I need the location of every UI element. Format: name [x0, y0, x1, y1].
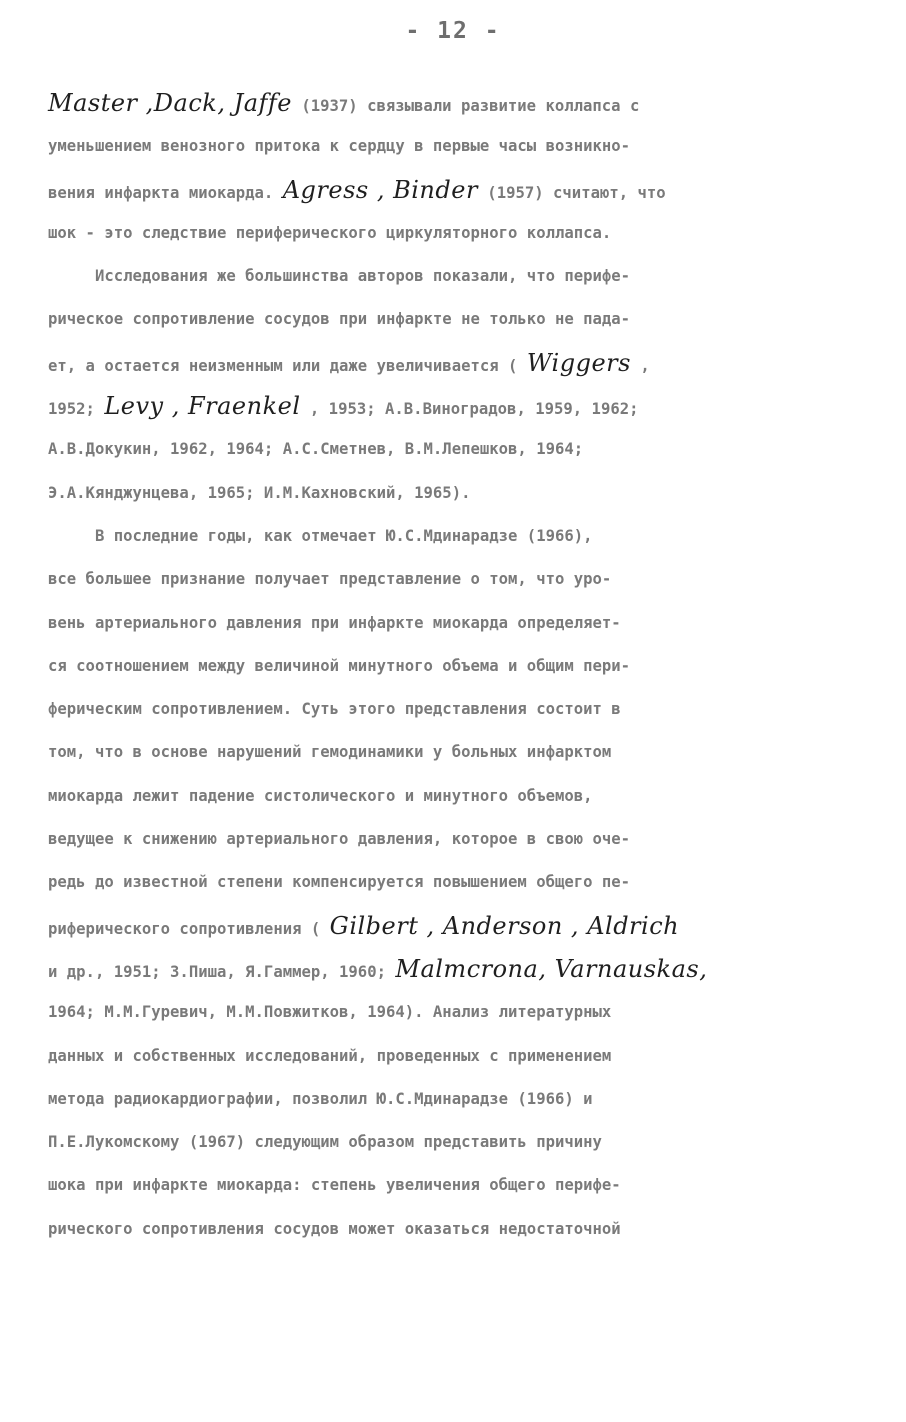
text-line	[48, 861, 848, 904]
handwritten-names: Master ,Dack, Jaffe	[48, 89, 292, 117]
typed-text: ферическим сопротивлением. Суть этого представления состоит в	[48, 700, 621, 719]
handwritten-names: Agress , Binder	[282, 175, 478, 204]
text-line	[48, 342, 848, 385]
page-number: - 12 -	[405, 18, 501, 44]
text-line	[48, 1078, 848, 1121]
text-line	[48, 298, 848, 341]
typed-text: (1937) связывали развитие коллапса с	[291, 97, 640, 115]
text-line	[48, 515, 848, 558]
handwritten-names: Levy , Fraenkel	[104, 392, 301, 421]
text-line	[48, 775, 848, 818]
typed-text: шока при инфаркте миокарда: степень увеличения общего перифе-	[48, 1176, 621, 1195]
typed-text: В последние годы, как отмечает Ю.С.Мдинарадзе (1966),	[48, 526, 593, 545]
typed-text: метода радиокардиографии, позволил Ю.С.Мдинарадзе (1966) и	[48, 1089, 593, 1108]
typed-text: ся соотношением между величиной минутного объема и общим пери-	[48, 656, 631, 675]
typed-text: риферического сопротивления (	[48, 919, 330, 938]
text-line	[48, 169, 848, 212]
typed-text: 1964; М.М.Гуревич, М.М.Повжитков, 1964). Анализ литературных	[48, 1003, 612, 1022]
typed-text: ,	[630, 356, 650, 375]
text-line	[48, 645, 848, 688]
typed-text: 1952;	[48, 400, 105, 419]
typed-text: рического сопротивления сосудов может оказаться недостаточной	[48, 1219, 621, 1238]
typed-text: вения инфаркта миокарда.	[48, 183, 283, 202]
handwritten-names: Gilbert , Anderson , Aldrich	[329, 911, 680, 940]
typed-text: данных и собственных исследований, проведенных с применением	[48, 1046, 612, 1065]
text-line	[48, 1208, 848, 1251]
typed-text: миокарда лежит падение систолического и минутного объемов,	[48, 786, 593, 805]
typed-text: , 1953; А.В.Виноградов, 1959, 1962;	[300, 400, 639, 419]
text-line	[48, 558, 848, 601]
typed-text: Э.А.Кянджунцева, 1965; И.М.Кахновский, 1965).	[48, 483, 471, 502]
text-line	[48, 125, 848, 168]
text-line	[48, 731, 848, 774]
text-line	[48, 905, 848, 948]
typed-text: вень артериального давления при инфаркте миокарда определяет-	[48, 613, 621, 632]
typed-text: П.Е.Лукомскому (1967) следующим образом представить причину	[48, 1133, 602, 1152]
body-text	[48, 82, 848, 1251]
text-line	[48, 212, 848, 255]
typed-text: уменьшением венозного притока к сердцу в первые часы возникно-	[48, 137, 631, 156]
text-line	[48, 948, 848, 991]
typed-text: (1957) считают, что	[477, 183, 666, 202]
text-line	[48, 1121, 848, 1164]
typed-text: ведущее к снижению артериального давления, которое в свою оче-	[48, 830, 631, 849]
handwritten-names: Wiggers	[526, 348, 631, 377]
text-line	[48, 818, 848, 861]
text-line	[48, 688, 848, 731]
text-line	[48, 991, 848, 1034]
typed-text: Исследования же большинства авторов показали, что перифе-	[48, 267, 631, 286]
text-line	[48, 385, 848, 428]
text-line	[48, 1164, 848, 1207]
text-line	[48, 1035, 848, 1078]
text-line	[48, 472, 848, 515]
typed-text: и др., 1951; З.Пиша, Я.Гаммер, 1960;	[48, 962, 396, 981]
text-line	[48, 255, 848, 298]
typed-text: А.В.Докукин, 1962, 1964; А.С.Сметнев, В.М.Лепешков, 1964;	[48, 440, 584, 459]
handwritten-names: Malmcrona, Varnauskas,	[395, 954, 708, 983]
typed-text: рическое сопротивление сосудов при инфаркте не только не пада-	[48, 310, 631, 329]
text-line	[48, 602, 848, 645]
typed-text: редь до известной степени компенсируется повышением общего пе-	[48, 873, 631, 892]
typed-text: все большее признание получает представление о том, что уро-	[48, 570, 612, 589]
text-line	[48, 428, 848, 471]
typed-text: ет, а остается неизменным или даже увеличивается (	[48, 356, 527, 375]
typed-text: том, что в основе нарушений гемодинамики у больных инфарктом	[48, 743, 612, 762]
typed-text: шок - это следствие периферического циркуляторного коллапса.	[48, 223, 612, 242]
text-line	[48, 82, 848, 125]
